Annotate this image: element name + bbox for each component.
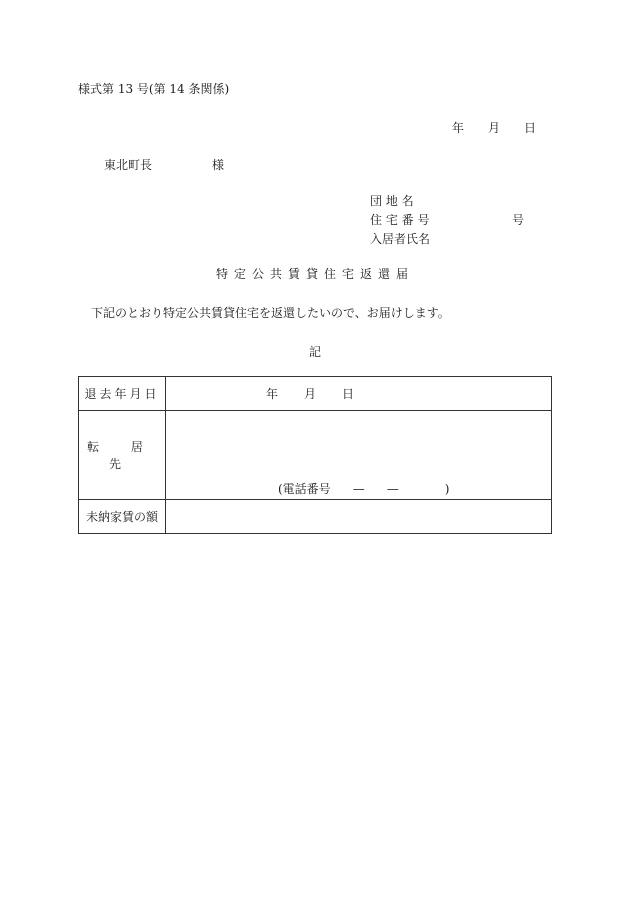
date-month-label: 月 (488, 121, 501, 135)
move-out-month-label: 月 (304, 387, 317, 401)
table-row-move-out-date (79, 377, 552, 411)
phone-close-label: ) (444, 482, 450, 496)
complex-name-label: 団 地 名 (370, 194, 414, 208)
move-out-day-label: 日 (342, 387, 355, 401)
return-form-table (78, 376, 552, 534)
body-text: 下記のとおり特定公共賃貸住宅を返還したいので、お届けします。 (91, 306, 450, 320)
date-year-label: 年 (452, 121, 465, 135)
move-out-year-label: 年 (266, 387, 279, 401)
new-address-field[interactable] (166, 411, 552, 500)
submission-date (452, 119, 536, 136)
addressee-name: 東北町長 (104, 158, 153, 172)
table-row-new-address (79, 411, 552, 500)
unit-number-suffix: 号 (512, 213, 525, 227)
unit-number-row (370, 211, 525, 230)
unit-number-label: 住 宅 番 号 (370, 213, 430, 227)
document-title: 特定公共賃貸住宅返還届 (215, 267, 414, 281)
move-out-date-label: 退去年月日 (79, 377, 166, 411)
addressee-honorific: 様 (212, 158, 225, 172)
resident-name-row (370, 230, 432, 249)
unpaid-rent-label: 未納家賃の額 (79, 500, 166, 534)
ki-heading: 記 (308, 345, 321, 359)
phone-number-line (278, 480, 449, 497)
resident-name-label: 入居者氏名 (370, 232, 431, 246)
applicant-block (370, 192, 525, 249)
date-day-label: 日 (524, 121, 537, 135)
new-address-label: 転 居 先 (79, 411, 166, 500)
phone-dash-2: — (386, 482, 399, 496)
table-row-unpaid-rent (79, 500, 552, 534)
addressee (104, 156, 224, 173)
form-number: 様式第 13 号(第 14 条関係) (78, 82, 230, 96)
move-out-date-field[interactable] (166, 377, 552, 411)
unpaid-rent-field[interactable] (166, 500, 552, 534)
complex-name-row (370, 192, 432, 211)
phone-open-label: (電話番号 (278, 482, 331, 496)
phone-dash-1: — (352, 482, 365, 496)
